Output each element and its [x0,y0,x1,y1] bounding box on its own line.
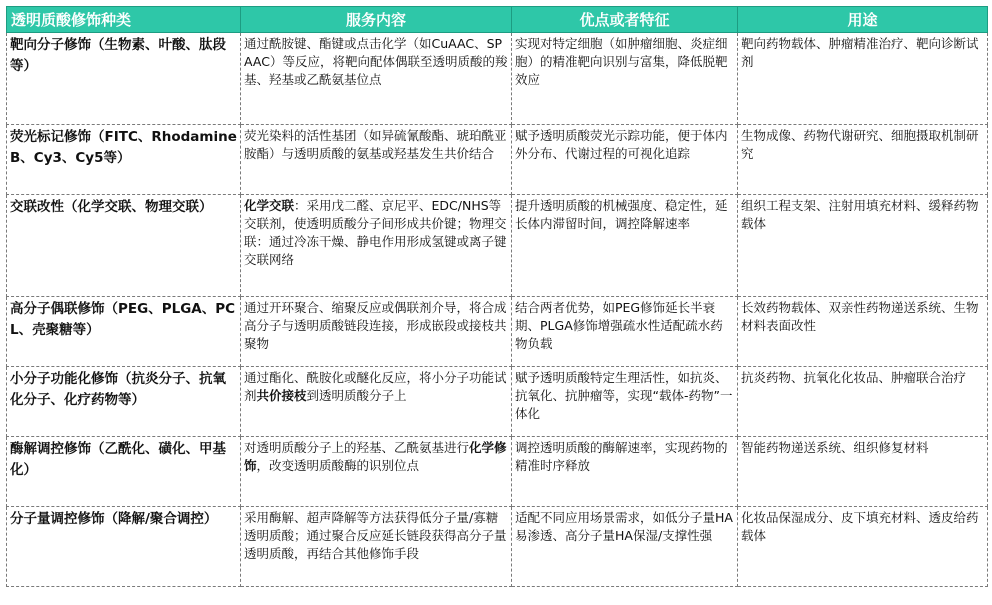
header-feature: 优点或者特征 [512,7,738,33]
cell-modification-type: 分子量调控修饰（降解/聚合调控） [7,507,241,587]
cell-service-content [241,33,512,125]
modification-table [6,6,988,587]
header-row [7,7,988,33]
service-text: 通过酯化、酰胺化或醚化反应，将小分子功能试剂 [244,370,507,403]
cell-feature: 实现对特定细胞（如肿瘤细胞、炎症细胞）的精准靶向识别与富集，降低脱靶效应 [512,33,738,125]
service-text: 到透明质酸分子上 [306,388,407,403]
cell-modification-type: 交联改性（化学交联、物理交联） [7,195,241,297]
cell-usage: 抗炎药物、抗氧化化妆品、肿瘤联合治疗 [738,367,988,437]
service-text: 荧光染料的活性基团（如异硫氰酸酯、琥珀酰亚胺酯）与透明质酸的氨基或羟基发生共价结合 [244,128,507,161]
cell-usage: 化妆品保湿成分、皮下填充材料、透皮给药载体 [738,507,988,587]
service-emphasis: 共价接枝 [256,388,307,403]
header-usage: 用途 [738,7,988,33]
service-emphasis: 化学修饰 [244,440,507,473]
cell-feature: 赋予透明质酸荧光示踪功能，便于体内外分布、代谢过程的可视化追踪 [512,125,738,195]
cell-usage: 靶向药物载体、肿瘤精准治疗、靶向诊断试剂 [738,33,988,125]
cell-modification-type: 酶解调控修饰（乙酰化、磺化、甲基化） [7,437,241,507]
header-type: 透明质酸修饰种类 [7,7,241,33]
cell-service-content [241,297,512,367]
table-row [7,297,988,367]
cell-feature: 调控透明质酸的酶解速率，实现药物的精准时序释放 [512,437,738,507]
table-row [7,33,988,125]
table-row [7,367,988,437]
cell-service-content [241,125,512,195]
cell-modification-type: 小分子功能化修饰（抗炎分子、抗氧化分子、化疗药物等） [7,367,241,437]
service-text: 通过开环聚合、缩聚反应或偶联剂介导，将合成高分子与透明质酸链段连接，形成嵌段或接枝共聚物 [244,300,507,351]
service-emphasis: 化学交联 [244,198,295,213]
table-body [7,33,988,587]
table-row [7,507,988,587]
service-text: 对透明质酸分子上的羟基、乙酰氨基进行 [244,440,470,455]
cell-modification-type: 靶向分子修饰（生物素、叶酸、肽段等） [7,33,241,125]
cell-service-content [241,507,512,587]
table-row [7,125,988,195]
table-row [7,195,988,297]
cell-feature: 结合两者优势，如PEG修饰延长半衰期、PLGA修饰增强疏水性适配疏水药物负载 [512,297,738,367]
service-text: 采用酶解、超声降解等方法获得低分子量/寡糖透明质酸；通过聚合反应延长链段获得高分子量透明质酸，再结合其他修饰手段 [244,510,507,561]
cell-usage: 组织工程支架、注射用填充材料、缓释药物载体 [738,195,988,297]
cell-service-content [241,437,512,507]
cell-service-content [241,367,512,437]
service-text: ，改变透明质酸酶的识别位点 [256,458,420,473]
header-service: 服务内容 [241,7,512,33]
cell-usage: 智能药物递送系统、组织修复材料 [738,437,988,507]
service-text: 通过酰胺键、酯键或点击化学（如CuAAC、SPAAC）等反应，将靶向配体偶联至透明质酸的羧基、羟基或乙酰氨基位点 [244,36,508,87]
cell-usage: 长效药物载体、双亲性药物递送系统、生物材料表面改性 [738,297,988,367]
cell-feature: 提升透明质酸的机械强度、稳定性，延长体内滞留时间，调控降解速率 [512,195,738,297]
cell-usage: 生物成像、药物代谢研究、细胞摄取机制研究 [738,125,988,195]
cell-feature: 赋予透明质酸特定生理活性，如抗炎、抗氧化、抗肿瘤等，实现“载体-药物”一体化 [512,367,738,437]
cell-service-content [241,195,512,297]
cell-modification-type: 高分子偶联修饰（PEG、PLGA、PCL、壳聚糖等） [7,297,241,367]
cell-feature: 适配不同应用场景需求，如低分子量HA易渗透、高分子量HA保湿/支撑性强 [512,507,738,587]
table-row [7,437,988,507]
cell-modification-type: 荧光标记修饰（FITC、Rhodamine B、Cy3、Cy5等） [7,125,241,195]
service-text: ：采用戊二醛、京尼平、EDC/NHS等交联剂，使透明质酸分子间形成共价键；物理交联：通过冷冻干燥、静电作用形成氢键或离子键交联网络 [244,198,507,267]
